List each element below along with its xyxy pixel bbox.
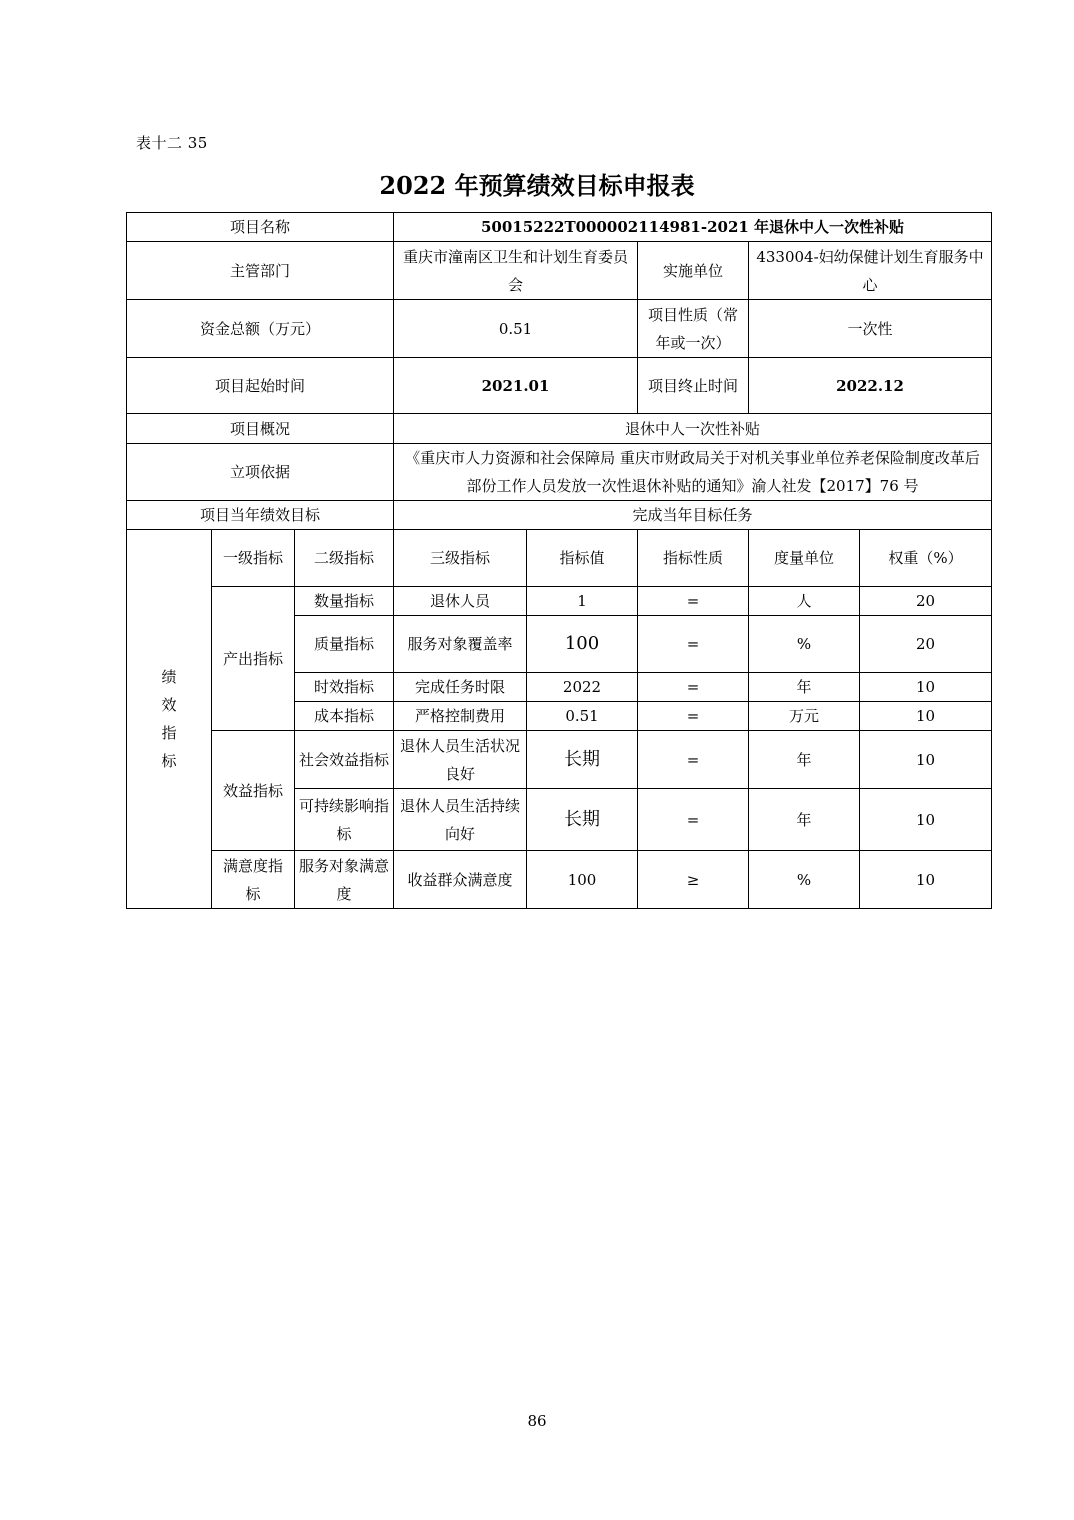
nature-cell: =	[638, 789, 749, 851]
value-cell: 长期	[527, 731, 638, 789]
level3-cell: 退休人员	[394, 587, 527, 616]
nature-label: 项目性质（常年或一次）	[638, 300, 749, 358]
group-satisfaction-label: 满意度指标	[212, 851, 295, 909]
group-benefit-label: 效益指标	[212, 731, 295, 851]
level3-cell: 完成任务时限	[394, 673, 527, 702]
nature-value: 一次性	[749, 300, 992, 358]
dept-label: 主管部门	[127, 242, 394, 300]
row-basis	[127, 444, 992, 501]
header-level2: 二级指标	[295, 530, 394, 587]
table-label: 表十二 35	[136, 134, 208, 152]
weight-cell: 10	[860, 731, 992, 789]
unit-value: 433004-妇幼保健计划生育服务中心	[749, 242, 992, 300]
level3-cell: 收益群众满意度	[394, 851, 527, 909]
header-weight: 权重（%）	[860, 530, 992, 587]
weight-cell: 10	[860, 851, 992, 909]
level2-cell: 服务对象满意度	[295, 851, 394, 909]
value-cell: 0.51	[527, 702, 638, 731]
goal-label: 项目当年绩效目标	[127, 501, 394, 530]
unit-cell: 年	[749, 673, 860, 702]
document-title: 2022 年预算绩效目标申报表	[379, 171, 695, 200]
header-nature: 指标性质	[638, 530, 749, 587]
level2-cell: 数量指标	[295, 587, 394, 616]
weight-cell: 10	[860, 673, 992, 702]
group-output-label: 产出指标	[212, 587, 295, 731]
overview-value: 退休中人一次性补贴	[394, 414, 992, 444]
level2-cell: 社会效益指标	[295, 731, 394, 789]
value-cell: 100	[527, 851, 638, 909]
nature-cell: ≥	[638, 851, 749, 909]
header-unit: 度量单位	[749, 530, 860, 587]
basis-label: 立项依据	[127, 444, 394, 501]
dept-value: 重庆市潼南区卫生和计划生育委员会	[394, 242, 638, 300]
row-indicator-header	[127, 530, 992, 587]
value-cell: 100	[527, 616, 638, 673]
row-time	[127, 358, 992, 414]
header-value: 指标值	[527, 530, 638, 587]
level3-cell: 退休人员生活状况良好	[394, 731, 527, 789]
unit-cell: 年	[749, 789, 860, 851]
unit-cell: %	[749, 616, 860, 673]
nature-cell: =	[638, 616, 749, 673]
unit-cell: 人	[749, 587, 860, 616]
start-time-label: 项目起始时间	[127, 358, 394, 414]
performance-indicator-section-label: 绩 效 指 标	[127, 530, 212, 909]
level3-cell: 严格控制费用	[394, 702, 527, 731]
weight-cell: 10	[860, 702, 992, 731]
end-time-value: 2022.12	[749, 358, 992, 414]
weight-cell: 20	[860, 587, 992, 616]
nature-cell: =	[638, 702, 749, 731]
fund-value: 0.51	[394, 300, 638, 358]
level2-cell: 时效指标	[295, 673, 394, 702]
overview-label: 项目概况	[127, 414, 394, 444]
basis-value: 《重庆市人力资源和社会保障局 重庆市财政局关于对机关事业单位养老保险制度改革后部份工作人员发放一次性退休补贴的通知》渝人社发【2017】76 号	[394, 444, 992, 501]
goal-value: 完成当年目标任务	[394, 501, 992, 530]
nature-cell: =	[638, 673, 749, 702]
unit-cell: 年	[749, 731, 860, 789]
unit-cell: %	[749, 851, 860, 909]
budget-performance-table	[126, 212, 992, 909]
row-project-name	[127, 213, 992, 242]
header-level3: 三级指标	[394, 530, 527, 587]
table-row	[127, 731, 992, 789]
nature-cell: =	[638, 587, 749, 616]
fund-label: 资金总额（万元）	[127, 300, 394, 358]
value-cell: 1	[527, 587, 638, 616]
weight-cell: 20	[860, 616, 992, 673]
project-name-label: 项目名称	[127, 213, 394, 242]
value-cell: 2022	[527, 673, 638, 702]
table-row	[127, 851, 992, 909]
level2-cell: 成本指标	[295, 702, 394, 731]
value-cell: 长期	[527, 789, 638, 851]
project-name-value: 50015222T000002114981-2021 年退休中人一次性补贴	[394, 213, 992, 242]
weight-cell: 10	[860, 789, 992, 851]
level2-cell: 可持续影响指标	[295, 789, 394, 851]
page-number: 86	[527, 1412, 547, 1430]
unit-label: 实施单位	[638, 242, 749, 300]
row-goal	[127, 501, 992, 530]
end-time-label: 项目终止时间	[638, 358, 749, 414]
row-fund	[127, 300, 992, 358]
level3-cell: 服务对象覆盖率	[394, 616, 527, 673]
row-overview	[127, 414, 992, 444]
level3-cell: 退休人员生活持续向好	[394, 789, 527, 851]
header-level1: 一级指标	[212, 530, 295, 587]
unit-cell: 万元	[749, 702, 860, 731]
start-time-value: 2021.01	[394, 358, 638, 414]
nature-cell: =	[638, 731, 749, 789]
table-row	[127, 587, 992, 616]
level2-cell: 质量指标	[295, 616, 394, 673]
row-department	[127, 242, 992, 300]
